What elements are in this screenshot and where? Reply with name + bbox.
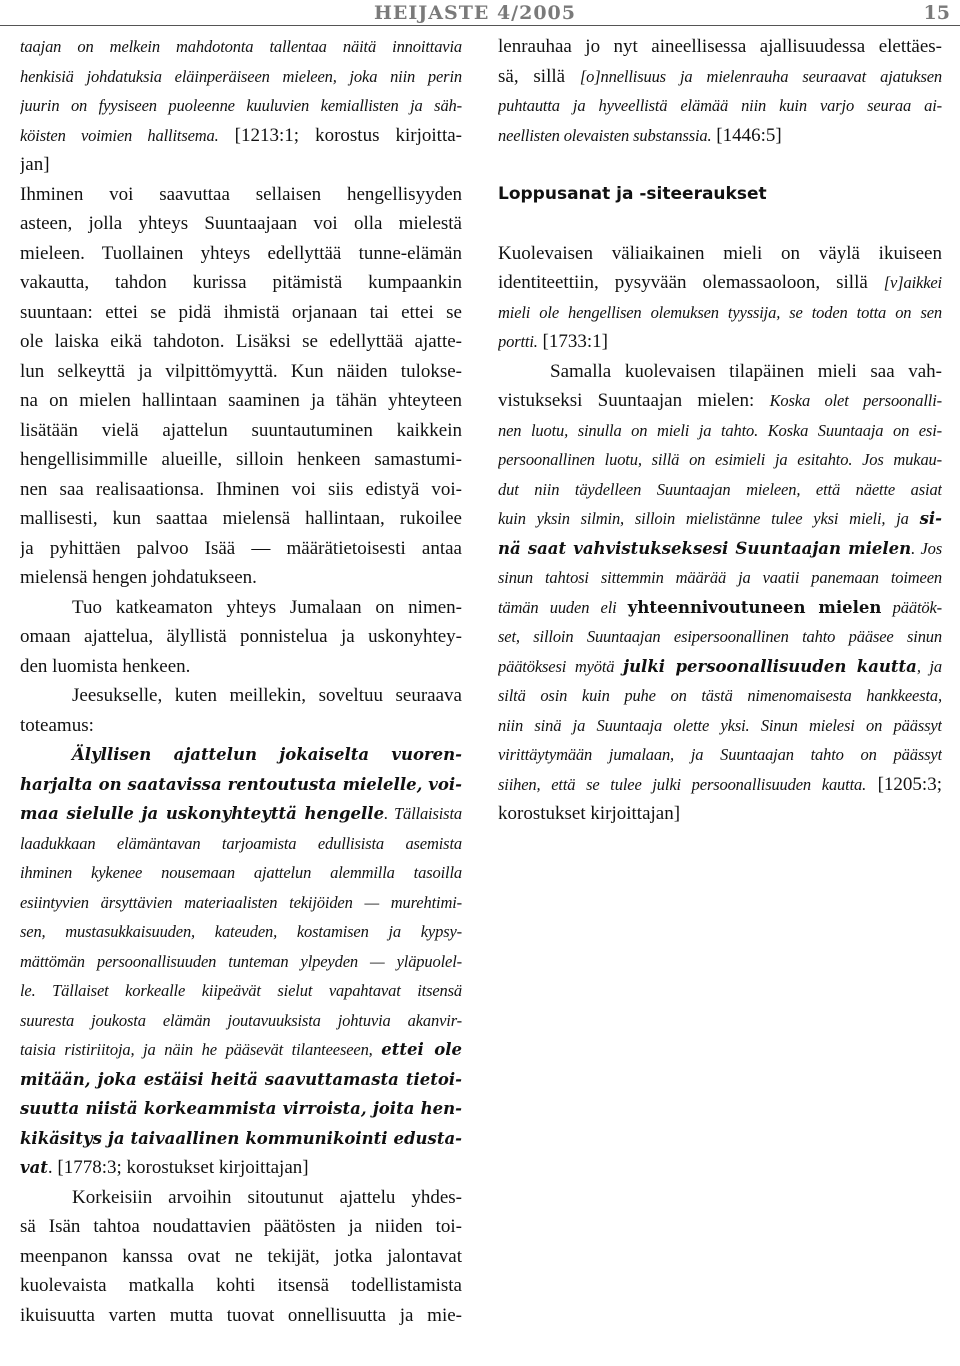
text-line — [498, 534, 942, 564]
bold-span: yhteennivoutuneen mielen — [627, 597, 882, 617]
text-line — [498, 121, 942, 151]
plain-span: vistukseksi Suuntaajan mielen: — [498, 390, 770, 411]
text-line: dut niin täydelleen Suuntaajan mieleen, että näette asiat — [498, 479, 942, 499]
quote-line: harjalta on saatavissa rentoutusta mielelle, voi- — [20, 774, 462, 794]
text-line: Kuolevaisen väliaikainen mieli on väylä ikuiseen — [498, 242, 942, 264]
text-line: vakautta, tahdon kurissa pitämistä kumpaankin — [20, 272, 462, 293]
text-line: taajan on melkein mahdotonta tallentaa näitä innoittavia — [20, 37, 462, 56]
text-line — [20, 121, 462, 151]
text-line: toteamus: — [20, 714, 94, 736]
text-line: meenpanon kanssa ovat ne tekijät, jotka jalontavat — [20, 1245, 462, 1267]
quote-line: kikäsitys ja taivaallinen kommunikointi edusta- — [20, 1128, 462, 1148]
page-number: 15 — [923, 2, 950, 24]
text-line: mieleen. Tuollainen yhteys edellyttää tunne-elämän — [20, 242, 462, 264]
text-line: siltä osin kuin puhe on tästä nimenomaisesta hankkeesta, — [498, 686, 942, 705]
italic-span: . Jos — [911, 538, 942, 558]
quote-line: ihminen kykenee nousemaan ajattelun alemmilla tasoilla — [20, 863, 462, 882]
italic-span: Koska olet persoonalli- — [769, 391, 942, 410]
text-line — [498, 327, 942, 357]
text-line: henkisiä johdatuksia eläinperäiseen mieleen, joka niin perin — [20, 66, 462, 86]
spacer — [498, 209, 942, 239]
journal-title: HEIJASTE 4/2005 — [373, 2, 576, 24]
left-column — [20, 32, 462, 1330]
quote-line: mitään, joka estäisi heitä saavuttamasta tietoi- — [20, 1069, 462, 1089]
quote-line: Älyllisen ajattelun jokaiselta vuoren- — [72, 745, 462, 764]
header-rule — [0, 25, 960, 26]
text-line — [20, 1153, 462, 1183]
text-line: sä Isän tahtoa noudattavien päätösten ja niiden toi- — [20, 1216, 462, 1237]
text-line: mielensä hengen johdatukseen. — [20, 567, 257, 588]
plain-span: identiteettiin, pysyvään olemassaoloon, sillä — [498, 272, 884, 293]
text-line: ja pyhittäen palvoo Isää — määrätietoisesti antaa — [20, 537, 462, 559]
text-line: lun selkeyttä ja vilpittömyyttä. Kun näiden tulokse- — [20, 360, 462, 382]
italic-span: kuin yksin silmin, silloin mielistänne tulee yksi mieli, ja — [498, 509, 920, 528]
text-line: set, silloin Suuntaajan esipersoonallinen tahto pääsee sinun — [498, 627, 942, 646]
section-heading: Loppusanat ja -siteeraukset — [498, 183, 767, 204]
text-line: korostukset kirjoittajan] — [498, 803, 681, 824]
text-line — [498, 504, 942, 534]
italic-span: neellisten olevaisten substanssia. — [498, 125, 712, 145]
text-line: hengellisimmille alueille, silloin henkeen samastumi- — [20, 449, 462, 470]
text-line: nen saa realisaationsa. Ihminen voi siis edistyä voi- — [20, 478, 462, 500]
text-line: jan] — [20, 154, 50, 175]
citation: [1213:1; korostus kirjoitta- — [218, 124, 462, 146]
citation: . [1778:3; korostukset kirjoittajan] — [47, 1157, 309, 1178]
text-line: niin sinä ja Suuntaaja olette yksi. Sinun mielesi on päässyt — [498, 715, 942, 735]
quote-line: suutta niistä korkeammista virroista, joita hen- — [20, 1099, 462, 1118]
italic-span: siihen, että se tulee julki persoonallisuuden kautta. — [498, 774, 867, 794]
citation: [1446:5] — [711, 124, 782, 146]
bold-span: maa sielulle ja uskonyhteyttä hengelle — [20, 804, 385, 823]
text-line: Korkeisiin arvoihin sitoutunut ajattelu yhdes- — [72, 1186, 462, 1208]
quote-line — [20, 1035, 462, 1065]
text-line: lenrauhaa jo nyt aineellisessa ajallisuudessa elettäes- — [498, 36, 942, 57]
page-header — [0, 0, 960, 26]
text-line: virittäytymään jumalaan, ja Suuntaajan tahto on päässyt — [498, 745, 942, 764]
text-line: ole laiska eikä tahdoton. Lisäksi se edellyttää ajatte- — [20, 331, 462, 352]
text-line: puhtautta ja hyveellistä elämää niin kuin varjo seuraa ai- — [498, 96, 942, 115]
citation: [1205:3; — [866, 773, 942, 795]
text-line: sinun tahtosi sittemmin määrää ja vaatii panemaan toimeen — [498, 568, 942, 587]
text-line: ikuisuutta varten mutta tuovat onnellisuutta ja mie- — [20, 1304, 462, 1326]
text-line — [498, 652, 942, 682]
text-line: asteen, jolla yhteys Suuntaajaan voi olla mielestä — [20, 213, 462, 234]
spacer — [498, 150, 942, 180]
text-line: juurin on fyysiseen puoleenne kuuluvien kemiallisten ja säh- — [20, 96, 462, 115]
text-line: nen luotu, sinulla on mieli ja tahto. Koska Suuntaaja on esi- — [498, 420, 942, 440]
text-line: Jeesukselle, kuten meillekin, soveltuu seuraava — [72, 685, 462, 706]
italic-span: taisia ristiriitoja, ja näin he pääsevät tilanteeseen, — [20, 1040, 382, 1059]
text-line: kuolevaista matkalla kohti itsensä todellistamista — [20, 1275, 462, 1296]
bold-span: vat — [20, 1158, 48, 1177]
plain-span: sä, sillä — [498, 65, 580, 87]
bold-span: si- — [919, 509, 942, 528]
text-line — [498, 62, 942, 92]
bold-span: nä saat vahvistukseksesi Suuntaajan mielen — [498, 538, 912, 558]
text-line — [498, 268, 942, 298]
quote-line: esiintyvien ärsyttävien materiaalisten tekijöiden — murehtimi- — [20, 892, 462, 912]
text-line — [498, 593, 942, 623]
text-line: na on mielen hallintaan saaminen ja tähän yhteyteen — [20, 390, 462, 411]
text-line: omaan ajattelua, älyllistä ponnistelua ja uskonyhtey- — [20, 626, 462, 647]
text-line: mallisesti, kun saattaa mielensä hallintaan, rukoilee — [20, 508, 462, 529]
bold-span: julki persoonallisuuden kautta — [623, 656, 917, 676]
text-line: suuntaan: ettei se pidä ihmistä orjanaan tai ettei se — [20, 301, 462, 323]
text-line: den luomista henkeen. — [20, 655, 191, 677]
text-line — [498, 770, 942, 800]
italic-span: . Tällaisista — [384, 804, 462, 823]
text-line: persoonallinen luotu, sillä on esimieli ja esitahto. Jos mukau- — [498, 450, 942, 469]
text-line: Ihminen voi saavuttaa sellaisen hengellisyyden — [20, 183, 462, 205]
text-line: Tuo katkeamaton yhteys Jumalaan on nimen- — [72, 596, 462, 618]
quote-line: suuresta joukosta elämän joutavuuksista johtuvia akanvir- — [20, 1010, 462, 1030]
bold-span: ettei ole — [381, 1040, 462, 1059]
text-line — [498, 386, 942, 416]
quote-line — [20, 799, 462, 829]
italic-span: portti. — [498, 332, 538, 351]
text-line: Samalla kuolevaisen tilapäinen mieli saa vah- — [550, 360, 942, 382]
text-line: mieli ole hengellisen olemuksen tyyssija, se toden totta on sen — [498, 302, 942, 322]
text-line: lisätään vielä ajattelun suuntautuminen kaikkein — [20, 419, 462, 441]
italic-span: [v]aikkei — [883, 273, 942, 292]
right-column — [498, 32, 942, 829]
citation: [1733:1] — [537, 331, 608, 352]
italic-span: köisten voimien hallitsema. — [20, 125, 219, 145]
italic-span: päätök- — [881, 597, 942, 617]
italic-span: , ja — [916, 656, 942, 676]
quote-line: mättömän persoonallisuuden tunteman ylpeyden — yläpuolel- — [20, 951, 462, 971]
quote-line: sen, mustasukkaisuuden, kateuden, kostamisen ja kypsy- — [20, 922, 462, 941]
quote-line: le. Tällaiset korkealle kiipeävät sielut vapahtavat itsensä — [20, 981, 462, 1000]
quote-line: laadukkaan elämäntavan tarjoamista edullisista asemista — [20, 833, 462, 853]
italic-span: päätöksesi myötä — [498, 656, 624, 676]
italic-span: tämän uuden eli — [498, 597, 628, 617]
italic-span: [o]nnellisuus ja mielenrauha seuraavat ajatuksen — [579, 66, 942, 86]
